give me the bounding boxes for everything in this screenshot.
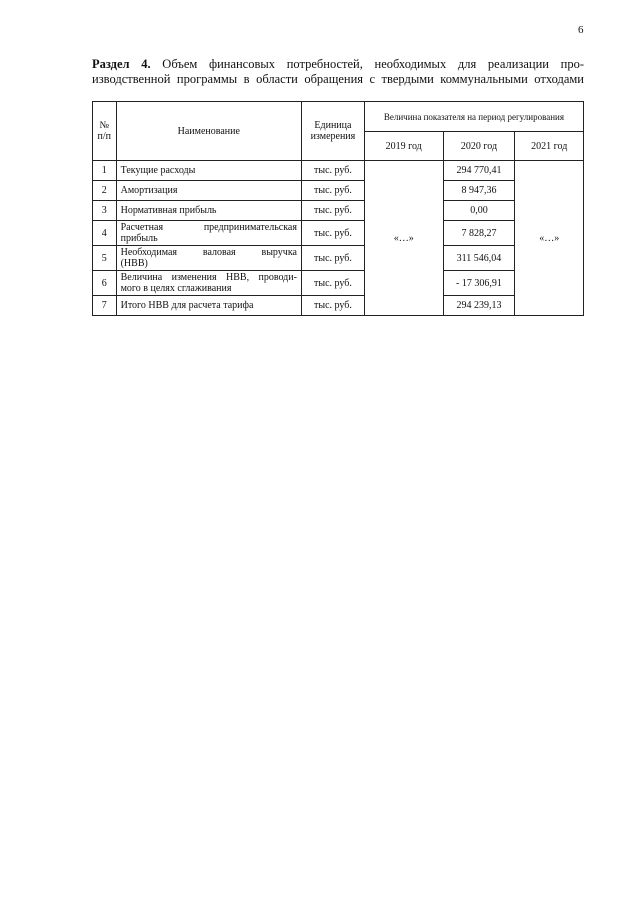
- header-unit: Единица измерения: [301, 102, 364, 161]
- row-name-line-2: (НВВ): [120, 258, 148, 269]
- row-name: [116, 221, 301, 246]
- table-row: [93, 181, 584, 201]
- row-value-2020: 8 947,36: [443, 181, 515, 201]
- row-unit: тыс. руб.: [301, 271, 364, 296]
- row-num: 3: [93, 201, 117, 221]
- row-value-2020: 311 546,04: [443, 246, 515, 271]
- row-unit: тыс. руб.: [301, 221, 364, 246]
- table-row: [93, 296, 584, 316]
- page-number: 6: [578, 24, 584, 36]
- row-num: 1: [93, 161, 117, 181]
- row-name: Амортизация: [116, 181, 301, 201]
- table-row: [93, 246, 584, 271]
- heading-line-2: изводственной программы в области обращения с твердыми коммунальными отходами: [92, 72, 584, 86]
- heading-line-1: [92, 57, 584, 72]
- row-value-2020: 294 239,13: [443, 296, 515, 316]
- row-name-line-1: Величина изменения НВВ, проводи-: [120, 272, 297, 283]
- row-name: [116, 246, 301, 271]
- row-unit: тыс. руб.: [301, 246, 364, 271]
- row-unit: тыс. руб.: [301, 201, 364, 221]
- row-name-line-1: Расчетная предпринимательская: [120, 222, 297, 233]
- row-num: 7: [93, 296, 117, 316]
- row-name: Итого НВВ для расчета тарифа: [116, 296, 301, 316]
- row-unit: тыс. руб.: [301, 161, 364, 181]
- value-2019-placeholder: «…»: [364, 161, 443, 316]
- row-value-2020: 7 828,27: [443, 221, 515, 246]
- header-name: Наименование: [116, 102, 301, 161]
- row-name-line-1: Необходимая валовая выручка: [120, 247, 297, 258]
- row-name: [116, 271, 301, 296]
- header-period: Величина показателя на период регулирования: [364, 102, 583, 132]
- row-value-2020: 294 770,41: [443, 161, 515, 181]
- row-num: 5: [93, 246, 117, 271]
- header-year-2020: 2020 год: [443, 132, 515, 161]
- header-year-2019: 2019 год: [364, 132, 443, 161]
- row-name-line-2: мого в целях сглаживания: [120, 283, 232, 294]
- table-row: [93, 201, 584, 221]
- row-value-2020: - 17 306,91: [443, 271, 515, 296]
- header-year-2021: 2021 год: [515, 132, 584, 161]
- table-row: [93, 271, 584, 296]
- heading-prefix: Раздел 4.: [92, 57, 151, 71]
- section-heading: [92, 57, 584, 87]
- financial-needs-table: [92, 101, 584, 316]
- row-name: Текущие расходы: [116, 161, 301, 181]
- row-value-2020: 0,00: [443, 201, 515, 221]
- row-name-line-2: прибыль: [120, 233, 158, 244]
- header-num: № п/п: [93, 102, 117, 161]
- heading-text-1: Объем финансовых потребностей, необходимых для реализации про-: [162, 57, 584, 71]
- row-num: 4: [93, 221, 117, 246]
- row-num: 6: [93, 271, 117, 296]
- value-2021-placeholder: «…»: [515, 161, 584, 316]
- table-row: [93, 161, 584, 181]
- row-name: Нормативная прибыль: [116, 201, 301, 221]
- row-unit: тыс. руб.: [301, 296, 364, 316]
- table-row: [93, 221, 584, 246]
- row-num: 2: [93, 181, 117, 201]
- row-unit: тыс. руб.: [301, 181, 364, 201]
